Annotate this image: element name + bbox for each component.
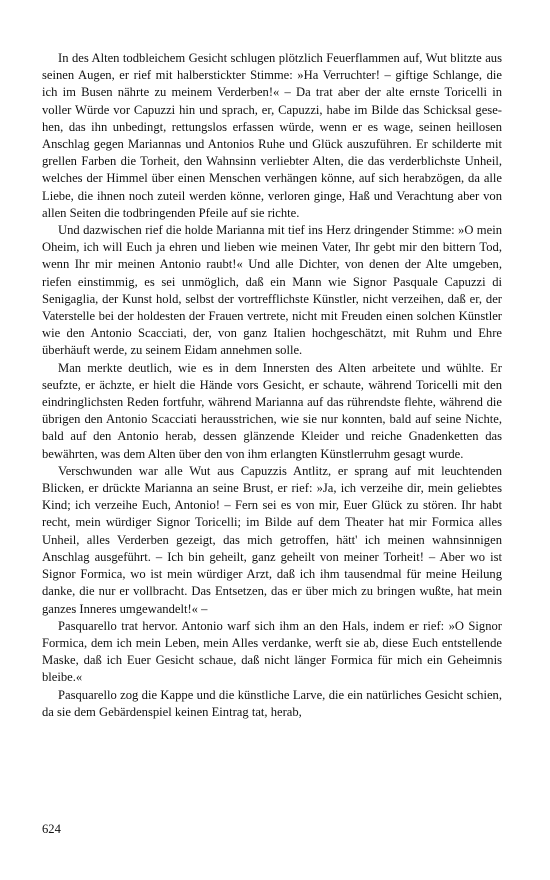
paragraph-2: Und dazwischen rief die holde Marianna mit tief ins Herz dringender Stimme: »O mein Oheim, ich will Euch ja ehren und lieben wie meinen Vater, Ihr gebt mir den bittern Tod, wenn Ihr mir meinen Antonio raubt!« Und alle Dichter, von denen der Alte umgeben, riefen einstimmig, es sei unmöglich, daß ein Mann wie Signor Pasquale Capuzzi di Senigaglia, der Kunst hold, selbst der vortrefflichste Künstler, nicht verzeihen, daß er, der Vaterstelle bei der holdesten der Frauen vertrete, nicht mit Freuden einen solchen Künstler wie den Antonio Scacciati, der, von ganz Italien hochgeschätzt, mit Ruhm und Ehre überhäuft werde, zu seinem Eidam annehmen solle. xyxy=(42,223,502,358)
paragraph-1: In des Alten todbleichem Gesicht schlugen plötzlich Feuerflammen auf, Wut blitzte aus seinen Augen, er rief mit halberstickter Stimme: »Ha Verruchter! – giftige Schlange, die ich im Busen nährte zu meinem Verderben!« – Da trat aber der alte ernste Toricelli in voller Würde vor Capuzzi hin und sprach, er, Capuzzi, habe im Bilde das Schicksal gesehen, das ihn unbedingt, rettungslos erfassen würde, wenn er es wage, seinen heillosen Anschlag gegen Mariannas und Antonios Ruhe und Glück auszuführen. Er schilderte mit grellen Farben die Torheit, den Wahnsinn verliebter Alten, die das verderblichste Unheil, welches der Himmel über einen Menschen verhängen könne, auf sich herabzögen, da alle Liebe, die ihnen noch zuteil werden könne, verloren ginge, Haß und Verachtung aber von allen Seiten die todbringenden Pfeile auf sie richte. xyxy=(42,51,502,220)
paragraph-3: Man merkte deutlich, wie es in dem Innersten des Alten arbeitete und wühlte. Er seufzte, er ächzte, er hielt die Hände vors Gesicht, er schaute, während Toricelli mit den eindringlichsten Reden fortfuhr, während Marianna auf das rührendste flehte, während die übrigen den Antonio Scacciati herausstrichen, wie sie nur konnten, bald auf seine Nichte, bald auf den Antonio herab, dessen glänzende Kleider und reiche Gnadenketten das bewährten, was dem Alten über den von ihm erlangten Künstlerruhm gesagt wurde. xyxy=(42,360,502,461)
page-number: 624 xyxy=(42,822,61,836)
paragraph-6: Pasquarello zog die Kappe und die künstliche Larve, die ein natürliches Gesicht schien, da sie dem Gebärdenspiel keinen Eintrag tat, herab, xyxy=(42,687,502,719)
book-page-text xyxy=(42,50,502,721)
paragraph-4: Verschwunden war alle Wut aus Capuzzis Antlitz, er sprang auf mit leuchtenden Blicken, er drückte Marianna an seine Brust, er rief: »Ja, ich verzeihe dir, mein geliebtes Kind; ich verzeihe Euch, Antonio! – Fern sei es von mir, Euer Glück zu stören. Ihr habt recht, mein würdiger Signor Toricelli; im Bilde auf dem Theater hat mir Formica alles Unheil, alles Verderben gezeigt, das mich getroffen, hätt' ich meinen wahnsinnigen Anschlag ausgeführt. – Ich bin geheilt, ganz geheilt von meiner Torheit! – Aber wo ist Signor Formica, wo ist mein würdiger Arzt, daß ich ihm tausendmal für meine Heilung danke, die nur er vollbracht. Das Entsetzen, das er über mich zu bringen wußte, hat mein ganzes Inneres umgewandelt!« – xyxy=(42,463,502,616)
paragraph-5: Pasquarello trat hervor. Antonio warf sich ihm an den Hals, indem er rief: »O Signor Formica, dem ich mein Leben, mein Alles verdanke, werft sie ab, diese Euch entstellende Maske, daß ich Euer Gesicht schaue, daß nicht länger Formica für mich ein Geheimnis bleibe.« xyxy=(42,618,502,685)
